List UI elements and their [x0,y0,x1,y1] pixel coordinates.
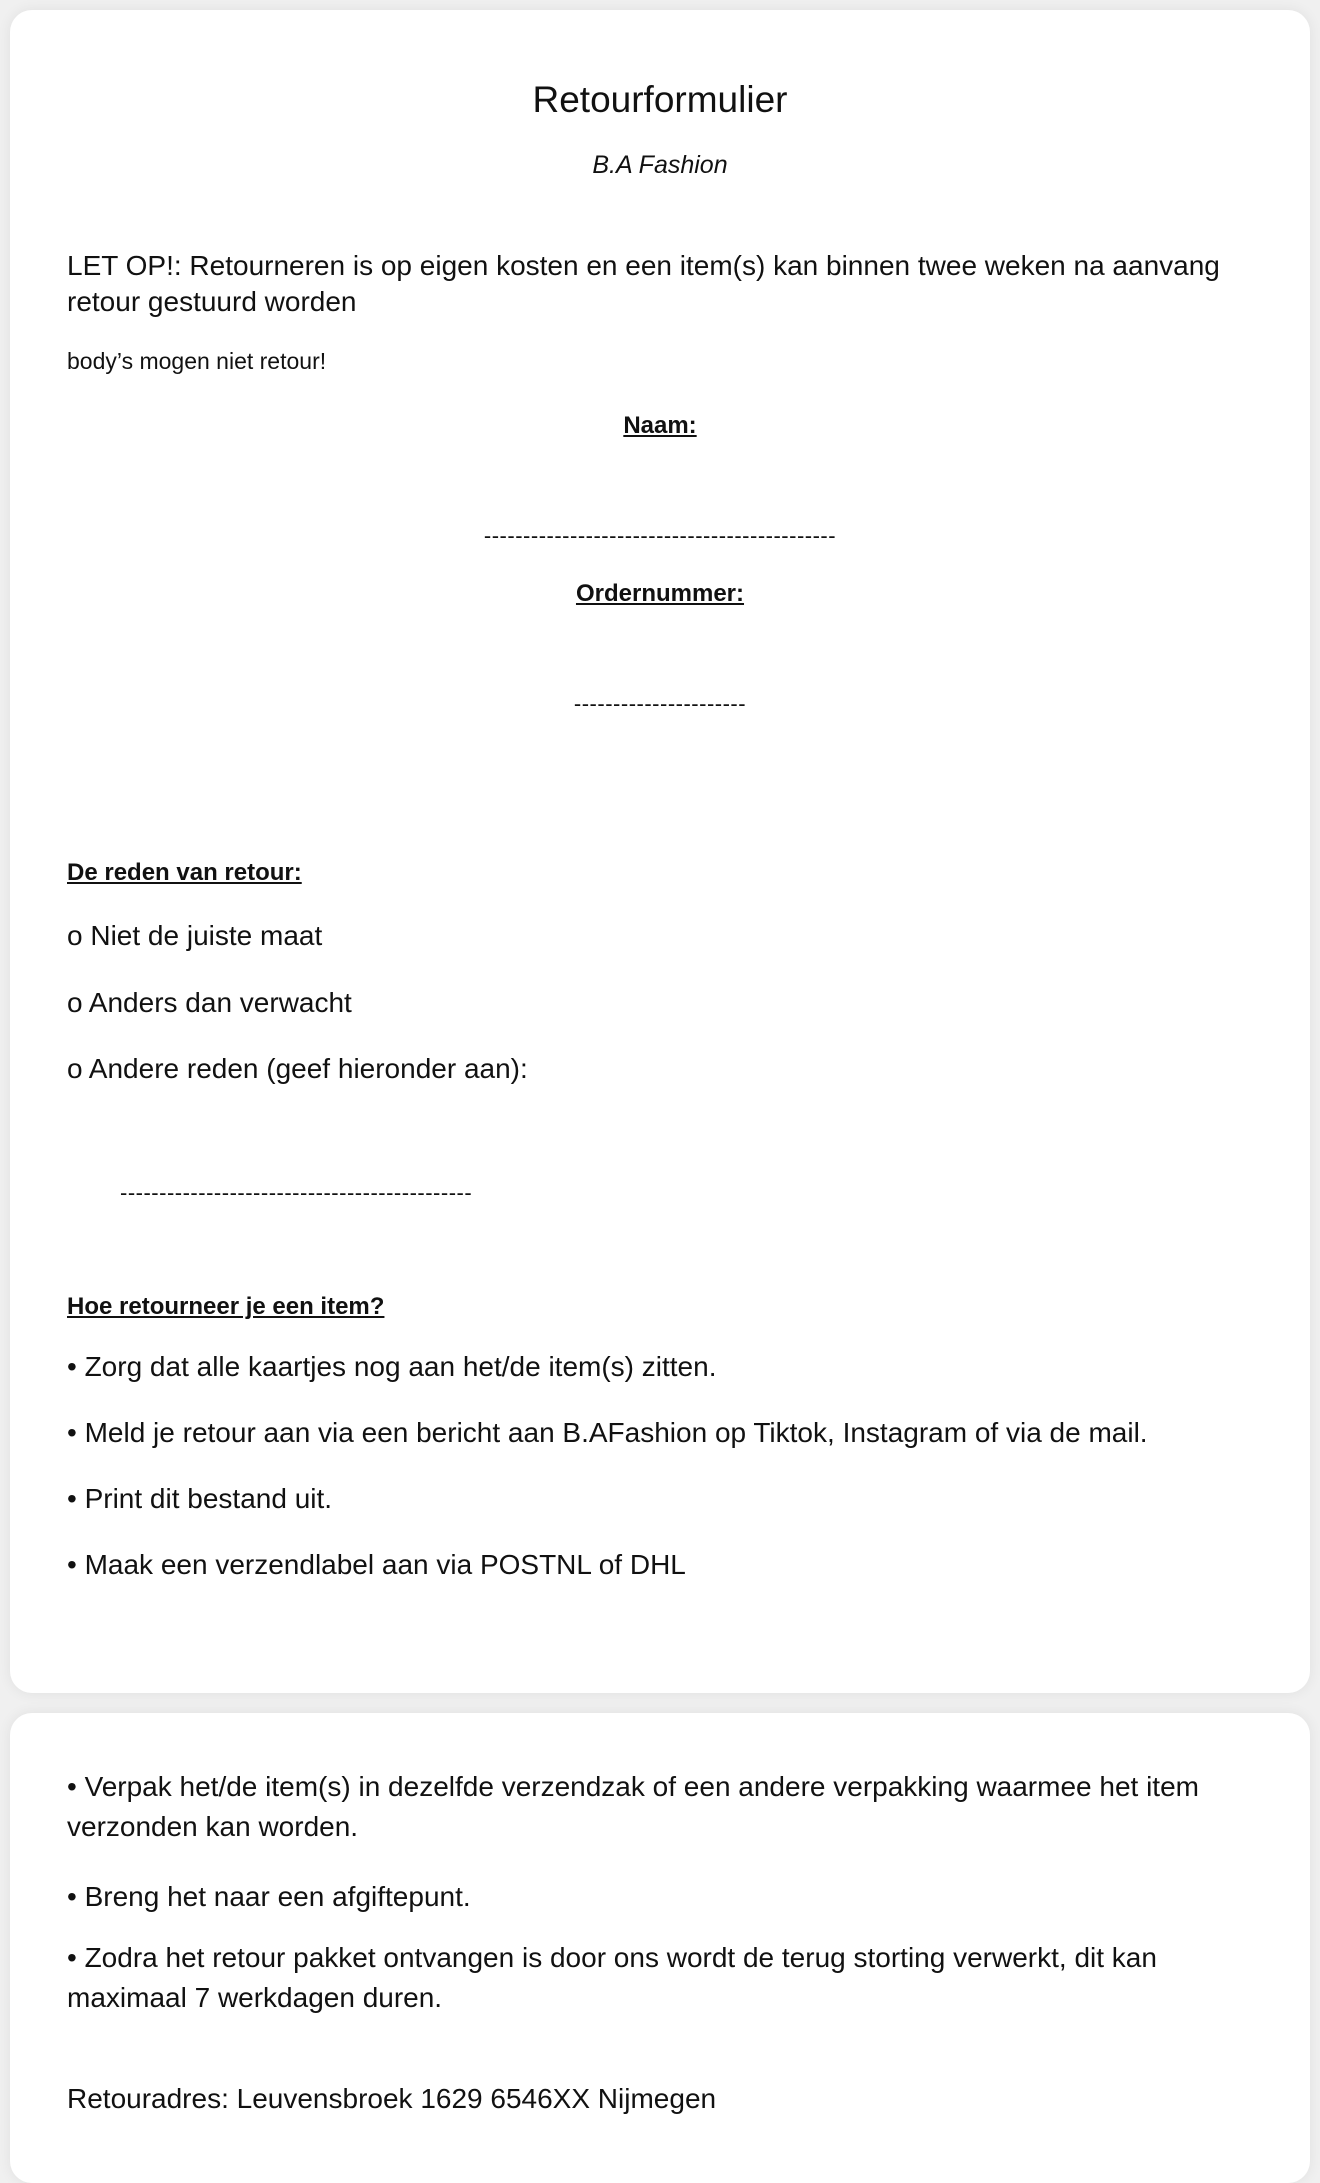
name-line: --------------------------------------------- [483,523,837,548]
reason-option-other: o Andere reden (geef hieronder aan): [67,1053,528,1084]
form-title: Retourformulier [532,79,788,120]
document-page-2 [10,1713,1310,2183]
howto-step-dropoff: • Breng het naar een afgiftepunt. [67,1881,471,1912]
order-number-line: ---------------------- [573,691,747,716]
howto-step-tags: • Zorg dat alle kaartjes nog aan het/de item(s) zitten. [67,1351,717,1382]
document-page-1 [10,10,1310,1693]
order-number-label: Ordernummer: [575,580,745,607]
return-address: Retouradres: Leuvensbroek 1629 6546XX Nijmegen [67,2083,717,2114]
howto-step-label: • Maak een verzendlabel aan via POSTNL of DHL [67,1549,686,1580]
name-label: Naam: [623,412,697,439]
howto-step-notify: • Meld je retour aan via een bericht aan B.AFashion op Tiktok, Instagram of via de mail. [67,1417,1148,1448]
howto-step-refund: • Zodra het retour pakket ontvangen is door ons wordt de terug storting verwerkt, dit kan maximaal 7 werkdagen duren. [67,1942,1157,2013]
howto-step-pack: • Verpak het/de item(s) in dezelfde verzendzak of een andere verpakking waarmee het item verzonden kan worden. [67,1771,1199,1842]
reason-option-wrong-size: o Niet de juiste maat [67,920,323,951]
brand-subtitle: B.A Fashion [592,151,728,179]
howto-heading: Hoe retourneer je een item? [67,1293,385,1320]
return-warning: LET OP!: Retourneren is op eigen kosten en een item(s) kan binnen twee weken na aanvang retour gestuurd worden [67,250,1220,317]
reason-option-unexpected: o Anders dan verwacht [67,987,352,1018]
other-reason-line: --------------------------------------------- [120,1180,473,1205]
reason-heading: De reden van retour: [67,859,302,886]
howto-step-print: • Print dit bestand uit. [67,1483,333,1514]
body-note: body’s mogen niet retour! [67,348,327,374]
